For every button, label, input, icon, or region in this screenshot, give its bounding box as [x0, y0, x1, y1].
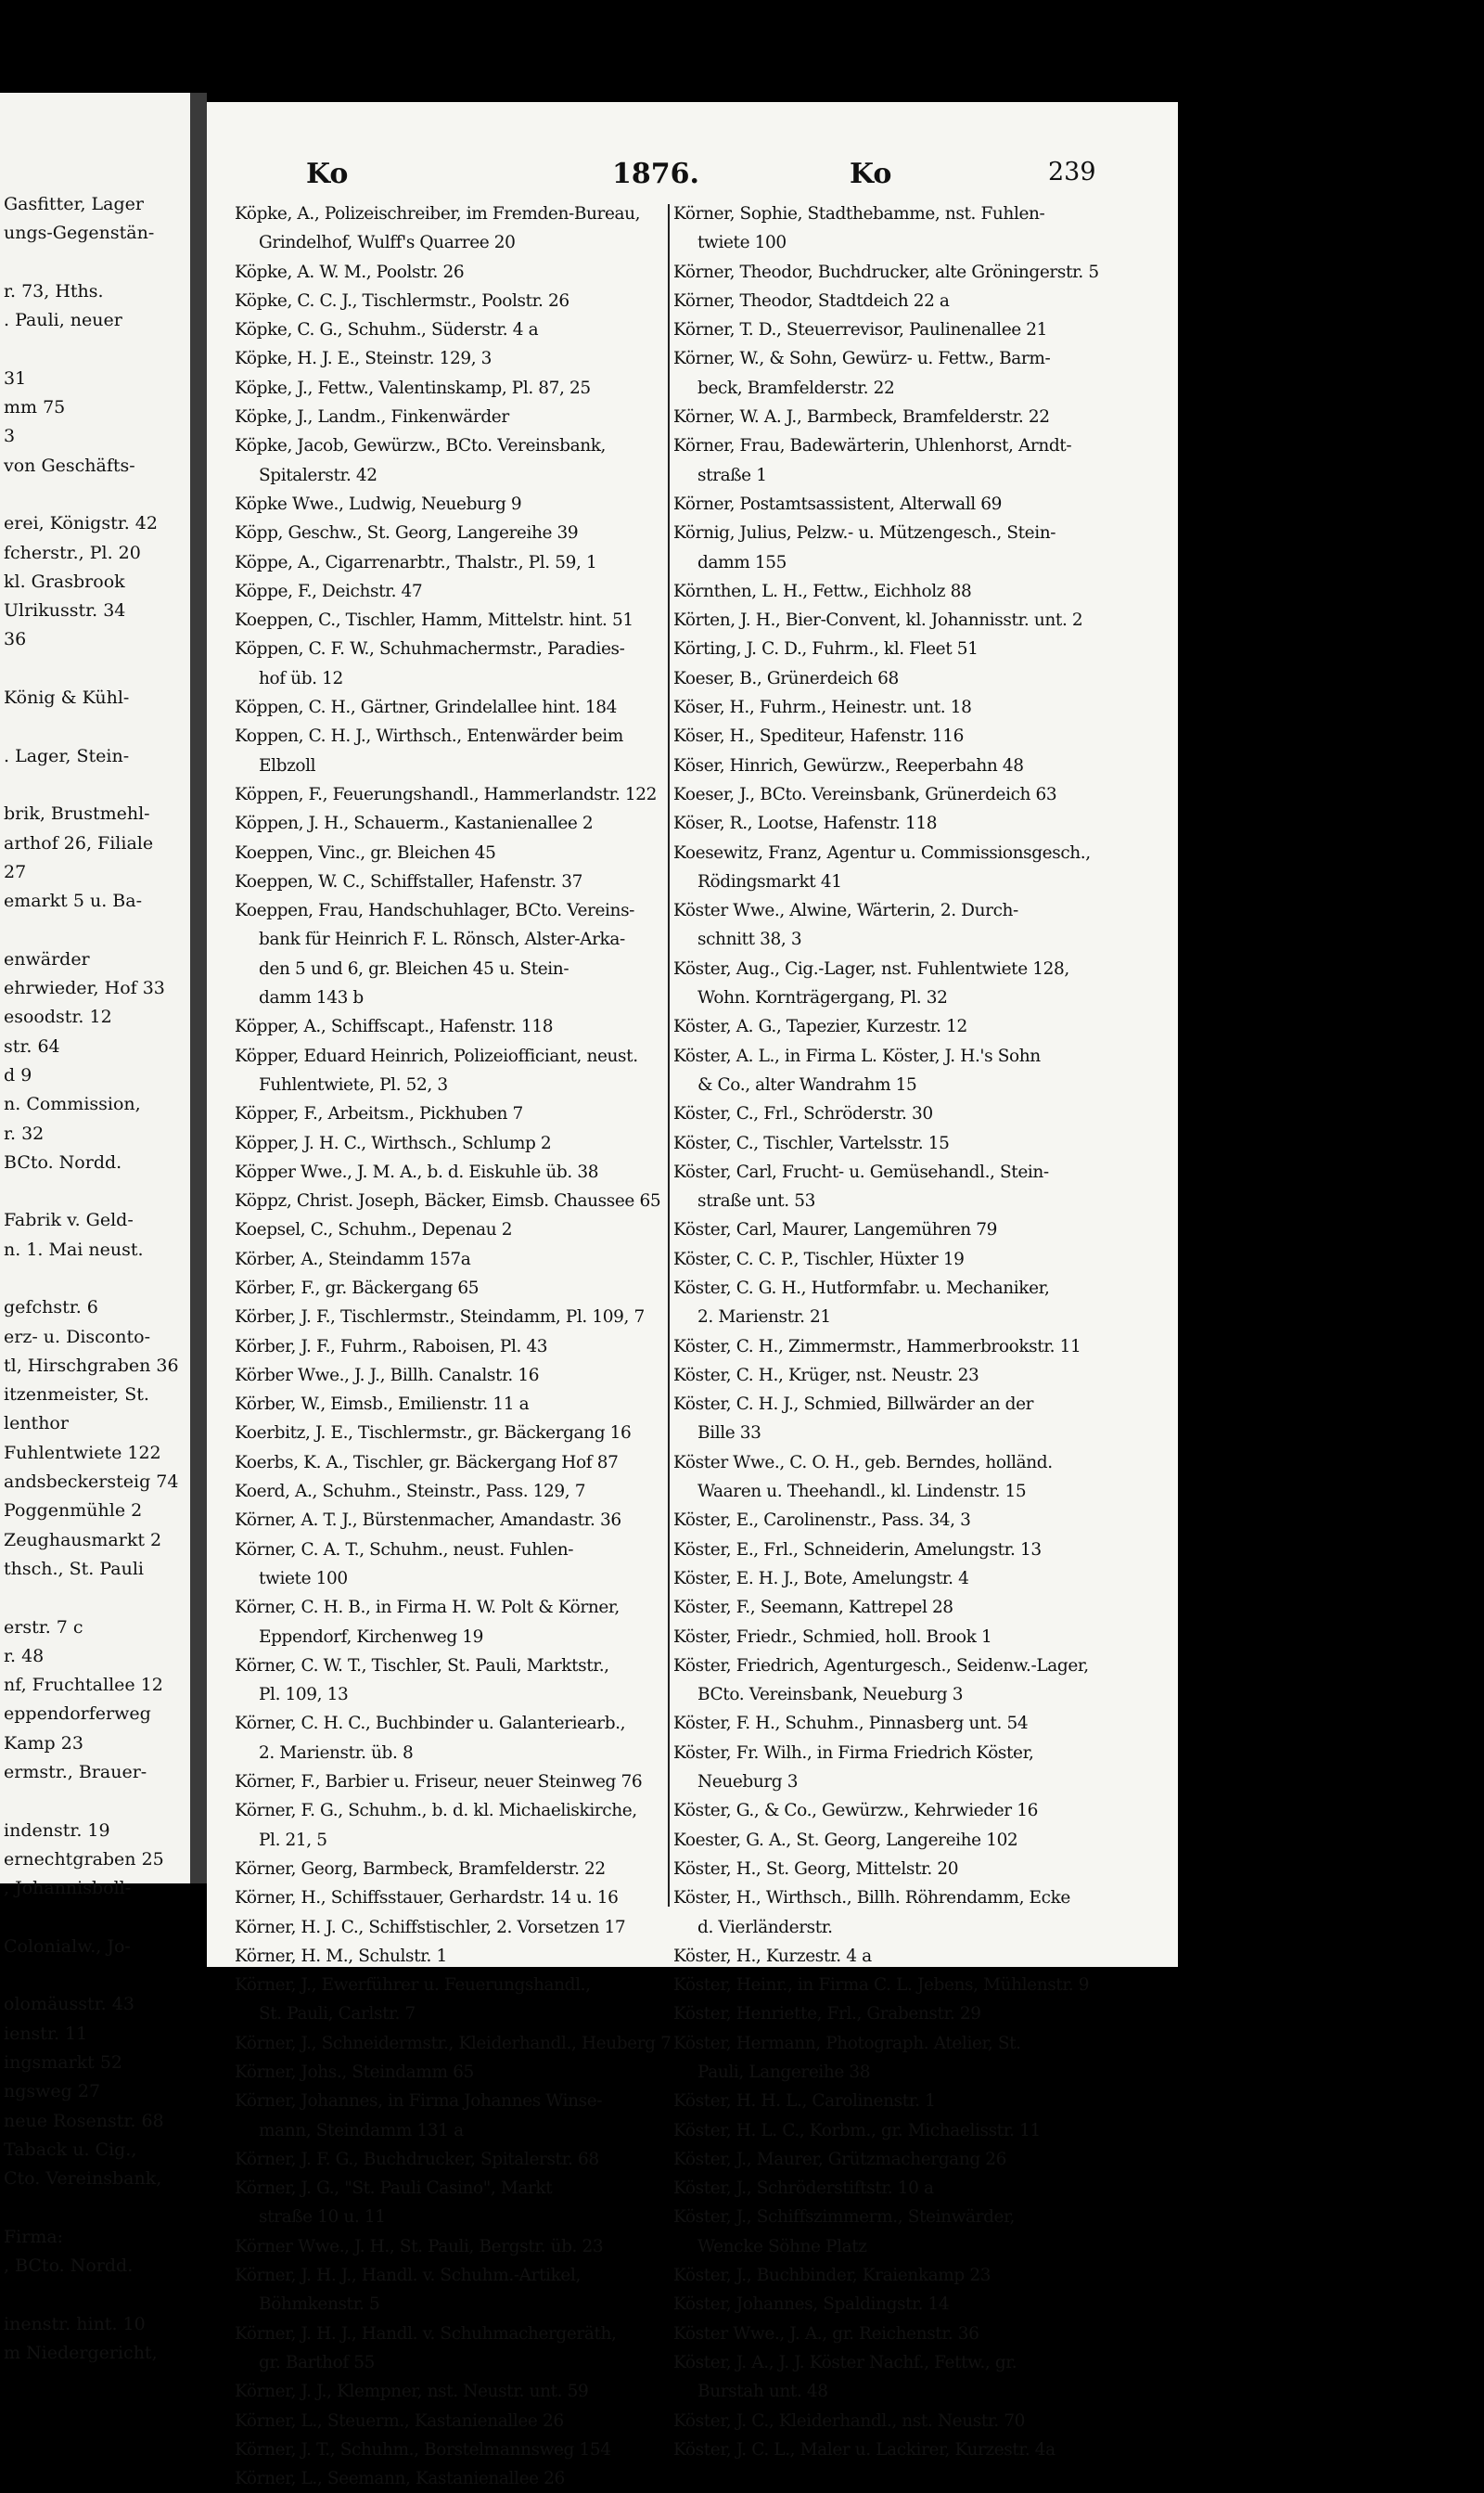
left-page-line: thsch., St. Pauli: [4, 1558, 144, 1579]
directory-entry: Köster, C., Frl., Schröderstr. 30: [673, 1104, 933, 1124]
entry-continuation: twiete 100: [697, 233, 787, 253]
entry-continuation: Spitalerstr. 42: [259, 465, 377, 485]
left-page-line: neue Rosenstr. 68: [4, 2110, 164, 2131]
directory-entry: Körber, J. F., Tischlermstr., Steindamm, Pl. 109, 7: [235, 1307, 645, 1328]
directory-entry: Köppen, F., Feuerungshandl., Hammerlandstr. 122: [235, 784, 658, 804]
directory-entry: Koerbs, K. A., Tischler, gr. Bäckergang Hof 87: [235, 1452, 619, 1472]
directory-entry: Köpke, A. W. M., Poolstr. 26: [235, 262, 465, 282]
book-gutter: [190, 93, 207, 1883]
directory-entry: Köster, Aug., Cig.-Lager, nst. Fuhlentwiete 128,: [673, 958, 1069, 979]
entry-column-left: [235, 199, 672, 2493]
entry-continuation: hof üb. 12: [259, 668, 343, 688]
left-page-line: [4, 1265, 189, 1293]
left-page-line: 31: [4, 367, 27, 389]
directory-entry: Köster, C. H. J., Schmied, Billwärder an der: [673, 1394, 1034, 1415]
directory-entry: Köpke, H. J. E., Steinstr. 129, 3: [235, 349, 493, 369]
left-page-line: mm 75: [4, 397, 66, 418]
left-page-line: [4, 1787, 189, 1816]
directory-entry: Köster, J., Schiffszimmerm., Steinwärder,: [673, 2207, 1015, 2228]
directory-entry: Körber, J. F., Fuhrm., Raboisen, Pl. 43: [235, 1336, 548, 1356]
directory-entry: Körner, C. H. C., Buchbinder u. Galanteriearb.,: [235, 1714, 626, 1734]
entry-continuation: Wohn. Kornträgergang, Pl. 32: [697, 988, 948, 1009]
directory-entry: Körber, A., Steindamm 157a: [235, 1249, 471, 1269]
left-page-line: erz- u. Disconto-: [4, 1326, 150, 1347]
left-page-line: [4, 335, 189, 364]
entry-continuation: St. Pauli, Carlstr. 7: [259, 2004, 416, 2024]
directory-entry: Köser, H., Spediteur, Hafenstr. 116: [673, 726, 965, 747]
directory-entry: Körner, Johs., Steindamm 65: [235, 2063, 474, 2082]
directory-entry: Köster, J., Maurer, Grützmachergang 26: [673, 2149, 1006, 2169]
directory-entry: Körner, W. A. J., Barmbeck, Bramfelderstr. 22: [673, 407, 1050, 428]
directory-entry: Köpke Wwe., Ludwig, Neueburg 9: [235, 494, 522, 514]
left-page-line: . Lager, Stein-: [4, 745, 130, 766]
directory-entry: Köser, R., Lootse, Hafenstr. 118: [673, 814, 938, 834]
directory-entry: Köppen, C. H., Gärtner, Grindelallee hint. 184: [235, 698, 617, 718]
directory-entry: Köster, Heinr., in Firma C. L. Jebens, Mühlenstr. 9: [673, 1975, 1090, 1996]
directory-entry: Körner, H., Schiffsstauer, Gerhardstr. 14 u. 16: [235, 1888, 619, 1908]
directory-entry: Körner, H. J. C., Schiffstischler, 2. Vorsetzen 17: [235, 1917, 626, 1937]
left-page-line: Kamp 23: [4, 1732, 83, 1754]
directory-entry: Köster, Friedr., Schmied, holl. Brook 1: [673, 1626, 992, 1647]
directory-entry: Köster Wwe., C. O. H., geb. Berndes, holländ.: [673, 1452, 1053, 1472]
directory-entry: Körner, J. J., Klempner, nst. Neustr. unt. 59: [235, 2382, 589, 2402]
left-page-line: fcherstr., Pl. 20: [4, 542, 141, 563]
directory-entry: Körnig, Julius, Pelzw.- u. Mützengesch., Stein-: [673, 523, 1056, 544]
directory-entry: Köster, G., & Co., Gewürzw., Kehrwieder 16: [673, 1801, 1038, 1821]
left-page-line: Ulrikusstr. 34: [4, 600, 126, 622]
entry-continuation: BCto. Vereinsbank, Neueburg 3: [697, 1685, 964, 1705]
entry-continuation: schnitt 38, 3: [697, 930, 802, 950]
left-page-line: erstr. 7 c: [4, 1616, 83, 1638]
entry-continuation: d. Vierländerstr.: [697, 1917, 833, 1937]
column-divider: [668, 204, 670, 1907]
entry-continuation: 2. Marienstr. 21: [697, 1307, 831, 1328]
left-page-line: d 9: [4, 1064, 32, 1086]
directory-entry: Köppe, A., Cigarrenarbtr., Thalstr., Pl. 59, 1: [235, 552, 597, 572]
left-page-line: emarkt 5 u. Ba-: [4, 891, 143, 912]
left-page-line: ernechtgraben 25: [4, 1848, 164, 1870]
directory-entry: Körner, Georg, Barmbeck, Bramfelderstr. 22: [235, 1858, 606, 1879]
entry-continuation: Burstah unt. 48: [697, 2382, 828, 2402]
left-page-line: nf, Fruchtallee 12: [4, 1675, 163, 1696]
page-number: 239: [1048, 158, 1096, 186]
directory-entry: Köpke, Jacob, Gewürzw., BCto. Vereinsbank,: [235, 436, 607, 456]
directory-entry: Köster, F. H., Schuhm., Pinnasberg unt. 54: [673, 1714, 1029, 1734]
entry-continuation: Pauli, Langereihe 38: [697, 2063, 871, 2082]
left-page-line: [4, 1584, 189, 1613]
left-page-line: [4, 655, 189, 684]
directory-entry: Körner, L., Steuerm., Kastanienallee 26: [235, 2410, 564, 2431]
left-page-line: [4, 481, 189, 509]
left-page-line: von Geschäfts-: [4, 455, 135, 476]
left-page-line: Colonialw., Jo-: [4, 1935, 131, 1957]
left-page-line: itzenmeister, St.: [4, 1384, 149, 1406]
directory-entry: Köster, Johannes, Spaldingstr. 14: [673, 2294, 950, 2315]
directory-entry: Köpp, Geschw., St. Georg, Langereihe 39: [235, 523, 579, 544]
left-page-line: Firma:: [4, 2226, 64, 2247]
directory-entry: Köster, C. H., Zimmermstr., Hammerbrookstr. 11: [673, 1336, 1081, 1356]
entry-continuation: straße 10 u. 11: [259, 2207, 386, 2228]
directory-entry: Koesewitz, Franz, Agentur u. Commissionsgesch.,: [673, 842, 1091, 863]
left-page-line: Gasfitter, Lager: [4, 194, 144, 214]
left-page-line: tl, Hirschgraben 36: [4, 1355, 179, 1376]
left-page-line: ehrwieder, Hof 33: [4, 978, 165, 999]
directory-entry: Köster, E. H. J., Bote, Amelungstr. 4: [673, 1568, 969, 1588]
left-page-line: andsbeckersteig 74: [4, 1471, 179, 1493]
directory-entry: Köster, Fr. Wilh., in Firma Friedrich Köster,: [673, 1742, 1034, 1763]
left-page-line: [4, 2281, 189, 2309]
entry-continuation: twiete 100: [259, 1568, 348, 1588]
left-page-line: Fabrik v. Geld-: [4, 1210, 134, 1231]
directory-entry: Köppen, C. F. W., Schuhmachermstr., Paradies-: [235, 639, 625, 660]
entry-continuation: Pl. 21, 5: [259, 1830, 327, 1850]
entry-continuation: Grindelhof, Wulff's Quarree 20: [259, 233, 516, 253]
header-left-abbrev: Ko: [306, 158, 349, 190]
directory-entry: Körber Wwe., J. J., Billh. Canalstr. 16: [235, 1365, 540, 1385]
left-page-line: inenstr. hint. 10: [4, 2313, 146, 2334]
left-page-line: 36: [4, 629, 27, 650]
directory-entry: Köster Wwe., J. A., gr. Reichenstr. 36: [673, 2323, 979, 2344]
directory-entry: Köster, J., Buchbinder, Kraienkamp 23: [673, 2266, 991, 2286]
directory-entry: Körner, F., Barbier u. Friseur, neuer Steinweg 76: [235, 1772, 643, 1793]
directory-entry: Köppz, Christ. Joseph, Bäcker, Eimsb. Chaussee 65: [235, 1191, 661, 1212]
left-page-line: esoodstr. 12: [4, 1007, 112, 1028]
left-page-line: . Pauli, neuer: [4, 310, 122, 331]
left-page-line: [4, 771, 189, 800]
left-page-line: olomäusstr. 43: [4, 1994, 134, 2015]
left-page-line: n. Commission,: [4, 1094, 141, 1115]
directory-entry: Köster, A. G., Tapezier, Kurzestr. 12: [673, 1017, 967, 1037]
left-page-line: , BCto. Nordd.: [4, 2255, 134, 2277]
directory-entry: Köppen, J. H., Schauerm., Kastanienallee 2: [235, 814, 594, 834]
directory-entry: Körner, H. M., Schulstr. 1: [235, 1946, 447, 1966]
entry-continuation: damm 143 b: [259, 988, 364, 1009]
directory-entry: Köpper, Eduard Heinrich, Polizeiofficiant, neust.: [235, 1046, 638, 1066]
directory-entry: Körner, Frau, Badewärterin, Uhlenhorst, Arndt-: [673, 436, 1072, 456]
directory-entry: Körner, Theodor, Stadtdeich 22 a: [673, 290, 950, 311]
directory-entry: Koeppen, Vinc., gr. Bleichen 45: [235, 842, 496, 863]
left-page-line: m Niedergericht,: [4, 2342, 158, 2363]
directory-entry: Köster, A. L., in Firma L. Köster, J. H.'s Sohn: [673, 1046, 1041, 1066]
left-page-line: arthof 26, Filiale: [4, 832, 154, 854]
directory-entry: Körner, C. H. B., in Firma H. W. Polt & Körner,: [235, 1598, 620, 1618]
directory-entry: Koeppen, Frau, Handschuhlager, BCto. Vereins-: [235, 901, 635, 921]
left-page-line: brik, Brustmehl-: [4, 803, 150, 825]
directory-entry: Koerbitz, J. E., Tischlermstr., gr. Bäckergang 16: [235, 1423, 632, 1444]
entry-continuation: gr. Barthof 55: [259, 2352, 376, 2372]
entry-continuation: straße unt. 53: [697, 1191, 815, 1212]
directory-entry: Koeppen, W. C., Schiffstaller, Hafenstr. 37: [235, 871, 582, 892]
entry-continuation: Wencke Söhne Platz: [697, 2236, 867, 2256]
left-page-line: Fuhlentwiete 122: [4, 1442, 161, 1463]
directory-entry: Körner, J. F. G., Buchdrucker, Spitalerstr. 68: [235, 2149, 599, 2169]
directory-entry: Körner, J. H. J., Handl. v. Schuhmachergeräth,: [235, 2323, 617, 2344]
directory-entry: Körner, Postamtsassistent, Alterwall 69: [673, 494, 1002, 514]
directory-entry: Köster, Henriette, Frl., Grabenstr. 29: [673, 2004, 981, 2024]
entry-continuation: beck, Bramfelderstr. 22: [697, 378, 895, 398]
directory-entry: Koeppen, C., Tischler, Hamm, Mittelstr. hint. 51: [235, 610, 633, 631]
entry-continuation: Fuhlentwiete, Pl. 52, 3: [259, 1074, 448, 1095]
left-page-line: ngsweg 27: [4, 2081, 101, 2102]
directory-entry: Köster, Friedrich, Agenturgesch., Seidenw.-Lager,: [673, 1655, 1089, 1676]
directory-page: [207, 102, 1178, 2489]
directory-entry: Köster, H. H. L., Carolinenstr. 1: [673, 2091, 936, 2112]
left-page-line: enwärder: [4, 948, 90, 970]
left-page-line: König & Kühl-: [4, 688, 130, 709]
left-page-line: ungs-Gegenstän-: [4, 223, 155, 244]
left-page-line: n. 1. Mai neust.: [4, 1239, 144, 1260]
directory-entry: Köpper Wwe., J. M. A., b. d. Eiskuhle üb. 38: [235, 1162, 599, 1182]
directory-entry: Körber, W., Eimsb., Emilienstr. 11 a: [235, 1394, 530, 1415]
directory-entry: Köster, C. G. H., Hutformfabr. u. Mechaniker,: [673, 1278, 1050, 1298]
left-page-line: str. 64: [4, 1035, 60, 1057]
directory-entry: Köpke, C. C. J., Tischlermstr., Poolstr. 26: [235, 290, 569, 311]
entry-continuation: den 5 und 6, gr. Bleichen 45 u. Stein-: [259, 958, 569, 979]
directory-entry: Körner, J., Schneidermstr., Kleiderhandl., Heuberg 7: [235, 2033, 672, 2053]
directory-entry: Körner Wwe., J. H., St. Pauli, Bergstr. üb. 23: [235, 2236, 604, 2256]
entry-column-right: [673, 199, 1156, 2464]
directory-entry: Köster, H., Kurzestr. 4 a: [673, 1946, 872, 1966]
header-year: 1876.: [612, 158, 699, 190]
directory-entry: Köster, H. L. C., Korbm., gr. Michaelisstr. 11: [673, 2120, 1041, 2140]
left-page-fragment: [0, 93, 193, 2363]
directory-entry: Köser, H., Fuhrm., Heinestr. unt. 18: [673, 698, 972, 718]
entry-continuation: Pl. 109, 13: [259, 1685, 349, 1705]
left-page-line: eppendorferweg: [4, 1703, 151, 1725]
left-page-line: gefchstr. 6: [4, 1297, 98, 1318]
directory-entry: Köpke, J., Fettw., Valentinskamp, Pl. 87, 25: [235, 378, 591, 398]
left-page-line: kl. Grasbrook: [4, 571, 125, 592]
directory-entry: Köster Wwe., Alwine, Wärterin, 2. Durch-: [673, 901, 1018, 921]
directory-entry: Körner, Theodor, Buchdrucker, alte Gröningerstr. 5: [673, 262, 1099, 282]
left-page-line: ienstr. 11: [4, 2023, 88, 2044]
directory-entry: Köpke, C. G., Schuhm., Süderstr. 4 a: [235, 320, 539, 341]
entry-continuation: Bille 33: [697, 1423, 761, 1444]
directory-entry: Körner, C. W. T., Tischler, St. Pauli, Marktstr.,: [235, 1655, 609, 1676]
entry-continuation: Böhmkenstr. 5: [259, 2294, 380, 2315]
directory-entry: Koepsel, C., Schuhm., Depenau 2: [235, 1220, 513, 1240]
left-page-line: , Johannisboll-: [4, 1878, 132, 1899]
left-page-line: [4, 916, 189, 945]
left-page-line: BCto. Nordd.: [4, 1151, 122, 1173]
directory-entry: Körner, F. G., Schuhm., b. d. kl. Michaeliskirche,: [235, 1801, 637, 1821]
left-page-line: [4, 1961, 189, 1990]
directory-entry: Köster, E., Carolinenstr., Pass. 34, 3: [673, 1510, 971, 1531]
entry-continuation: Eppendorf, Kirchenweg 19: [259, 1626, 483, 1647]
left-page-line: ingsmarkt 52: [4, 2052, 123, 2073]
directory-entry: Köpke, J., Landm., Finkenwärder: [235, 407, 509, 428]
directory-entry: Köpper, F., Arbeitsm., Pickhuben 7: [235, 1104, 523, 1124]
left-page-line: Poggenmühle 2: [4, 1500, 143, 1522]
directory-entry: Koeser, J., BCto. Vereinsbank, Grünerdeich 63: [673, 784, 1057, 804]
scan-background: [1178, 102, 1484, 2020]
directory-entry: Köster, J., Schröderstiftstr. 10 a: [673, 2178, 934, 2199]
directory-entry: Köster, Carl, Frucht- u. Gemüsehandl., Stein-: [673, 1162, 1049, 1182]
left-page-line: lenthor: [4, 1413, 69, 1434]
directory-entry: Köster, F., Seemann, Kattrepel 28: [673, 1598, 953, 1618]
directory-entry: Koeser, B., Grünerdeich 68: [673, 668, 899, 688]
directory-entry: Köster, H., Wirthsch., Billh. Röhrendamm, Ecke: [673, 1888, 1070, 1908]
directory-entry: Köster, Hermann, Photograph. Atelier, St.: [673, 2033, 1021, 2053]
header-right-abbrev: Ko: [850, 158, 892, 190]
directory-entry: Körber, F., gr. Bäckergang 65: [235, 1278, 480, 1298]
entry-continuation: Neueburg 3: [697, 1772, 799, 1793]
directory-entry: Köpke, A., Polizeischreiber, im Fremden-Bureau,: [235, 204, 641, 224]
left-page-line: ermstr., Brauer-: [4, 1762, 147, 1783]
entry-continuation: mann, Steindamm 131 a: [259, 2120, 464, 2140]
directory-entry: Körner, C. A. T., Schuhm., neust. Fuhlen-: [235, 1539, 574, 1560]
entry-continuation: Rödingsmarkt 41: [697, 871, 842, 892]
directory-entry: Köster, J. C., Kleiderhandl., nst. Neustr. 70: [673, 2410, 1025, 2431]
left-page-line: r. 32: [4, 1123, 45, 1144]
directory-entry: Köster, C., Tischler, Vartelsstr. 15: [673, 1133, 950, 1153]
directory-entry: Körner, T. D., Steuerrevisor, Paulinenallee 21: [673, 320, 1048, 341]
directory-entry: Köster, C. H., Krüger, nst. Neustr. 23: [673, 1365, 979, 1385]
directory-entry: Körner, J., Ewerführer u. Feuerungshandl.,: [235, 1975, 591, 1996]
directory-entry: Köpper, J. H. C., Wirthsch., Schlump 2: [235, 1133, 552, 1153]
directory-entry: Körner, J. G., "St. Pauli Casino", Markt: [235, 2178, 553, 2199]
left-page-line: Taback u. Cig.,: [4, 2139, 137, 2160]
directory-entry: Köster, C. C. P., Tischler, Hüxter 19: [673, 1249, 965, 1269]
directory-entry: Köster, H., St. Georg, Mittelstr. 20: [673, 1858, 959, 1879]
directory-entry: Köster, J. A., J. J. Köster Nachf., Fettw., gr.: [673, 2352, 1017, 2372]
left-page-line: [4, 713, 189, 741]
entry-continuation: & Co., alter Wandrahm 15: [697, 1074, 917, 1095]
directory-entry: Koester, G. A., St. Georg, Langereihe 102: [673, 1830, 1018, 1850]
entry-continuation: Elbzoll: [259, 755, 316, 776]
left-page-line: r. 73, Hths.: [4, 280, 104, 302]
directory-entry: Köster, E., Frl., Schneiderin, Amelungstr. 13: [673, 1539, 1042, 1560]
directory-entry: Koppen, C. H. J., Wirthsch., Entenwärder beim: [235, 726, 623, 747]
left-page-line: [4, 2193, 189, 2222]
directory-entry: Köppe, F., Deichstr. 47: [235, 581, 423, 601]
directory-entry: Körner, J. T., Schuhm., Borstelmannsweg 154: [235, 2439, 611, 2460]
directory-entry: Koerd, A., Schuhm., Steinstr., Pass. 129, 7: [235, 1482, 586, 1502]
left-page-line: [4, 1177, 189, 1206]
directory-entry: Köster, Carl, Maurer, Langemühren 79: [673, 1220, 997, 1240]
directory-entry: Körnthen, L. H., Fettw., Eichholz 88: [673, 581, 972, 601]
left-page-line: [4, 1904, 189, 1933]
directory-entry: Körner, Sophie, Stadthebamme, nst. Fuhlen-: [673, 204, 1045, 224]
directory-entry: Körner, A. T. J., Bürstenmacher, Amandastr. 36: [235, 1510, 621, 1531]
directory-entry: Körten, J. H., Bier-Convent, kl. Johannisstr. unt. 2: [673, 610, 1083, 631]
entry-continuation: Waaren u. Theehandl., kl. Lindenstr. 15: [697, 1482, 1027, 1502]
left-page-line: 3: [4, 426, 16, 447]
left-page-text: [4, 190, 189, 2368]
left-page-line: [4, 249, 189, 277]
entry-continuation: damm 155: [697, 552, 787, 572]
entry-continuation: 2. Marienstr. üb. 8: [259, 1742, 414, 1763]
directory-entry: Körting, J. C. D., Fuhrm., kl. Fleet 51: [673, 639, 979, 660]
entry-continuation: bank für Heinrich F. L. Rönsch, Alster-Arka-: [259, 930, 625, 950]
left-page-line: Zeughausmarkt 2: [4, 1529, 162, 1550]
left-page-line: r. 48: [4, 1645, 45, 1666]
directory-entry: Körner, L., Seemann, Kastanienallee 26: [235, 2469, 565, 2489]
left-page-line: indenstr. 19: [4, 1819, 110, 1841]
directory-entry: Köpper, A., Schiffscapt., Hafenstr. 118: [235, 1017, 554, 1037]
left-page-line: erei, Königstr. 42: [4, 513, 158, 534]
directory-entry: Köster, J. C. L., Maler u. Lackirer, Kurzestr. 4a: [673, 2439, 1055, 2460]
directory-entry: Köser, Hinrich, Gewürzw., Reeperbahn 48: [673, 755, 1024, 776]
directory-entry: Körner, J. H. J., Handl. v. Schuhm.-Artikel,: [235, 2266, 581, 2286]
directory-entry: Körner, Johannes, in Firma Johannes Winse-: [235, 2091, 603, 2112]
left-page-line: 27: [4, 861, 27, 882]
left-page-line: Cto. Vereinsbank,: [4, 2168, 162, 2190]
entry-continuation: straße 1: [697, 465, 767, 485]
directory-entry: Körner, W., & Sohn, Gewürz- u. Fettw., Barm-: [673, 349, 1051, 369]
